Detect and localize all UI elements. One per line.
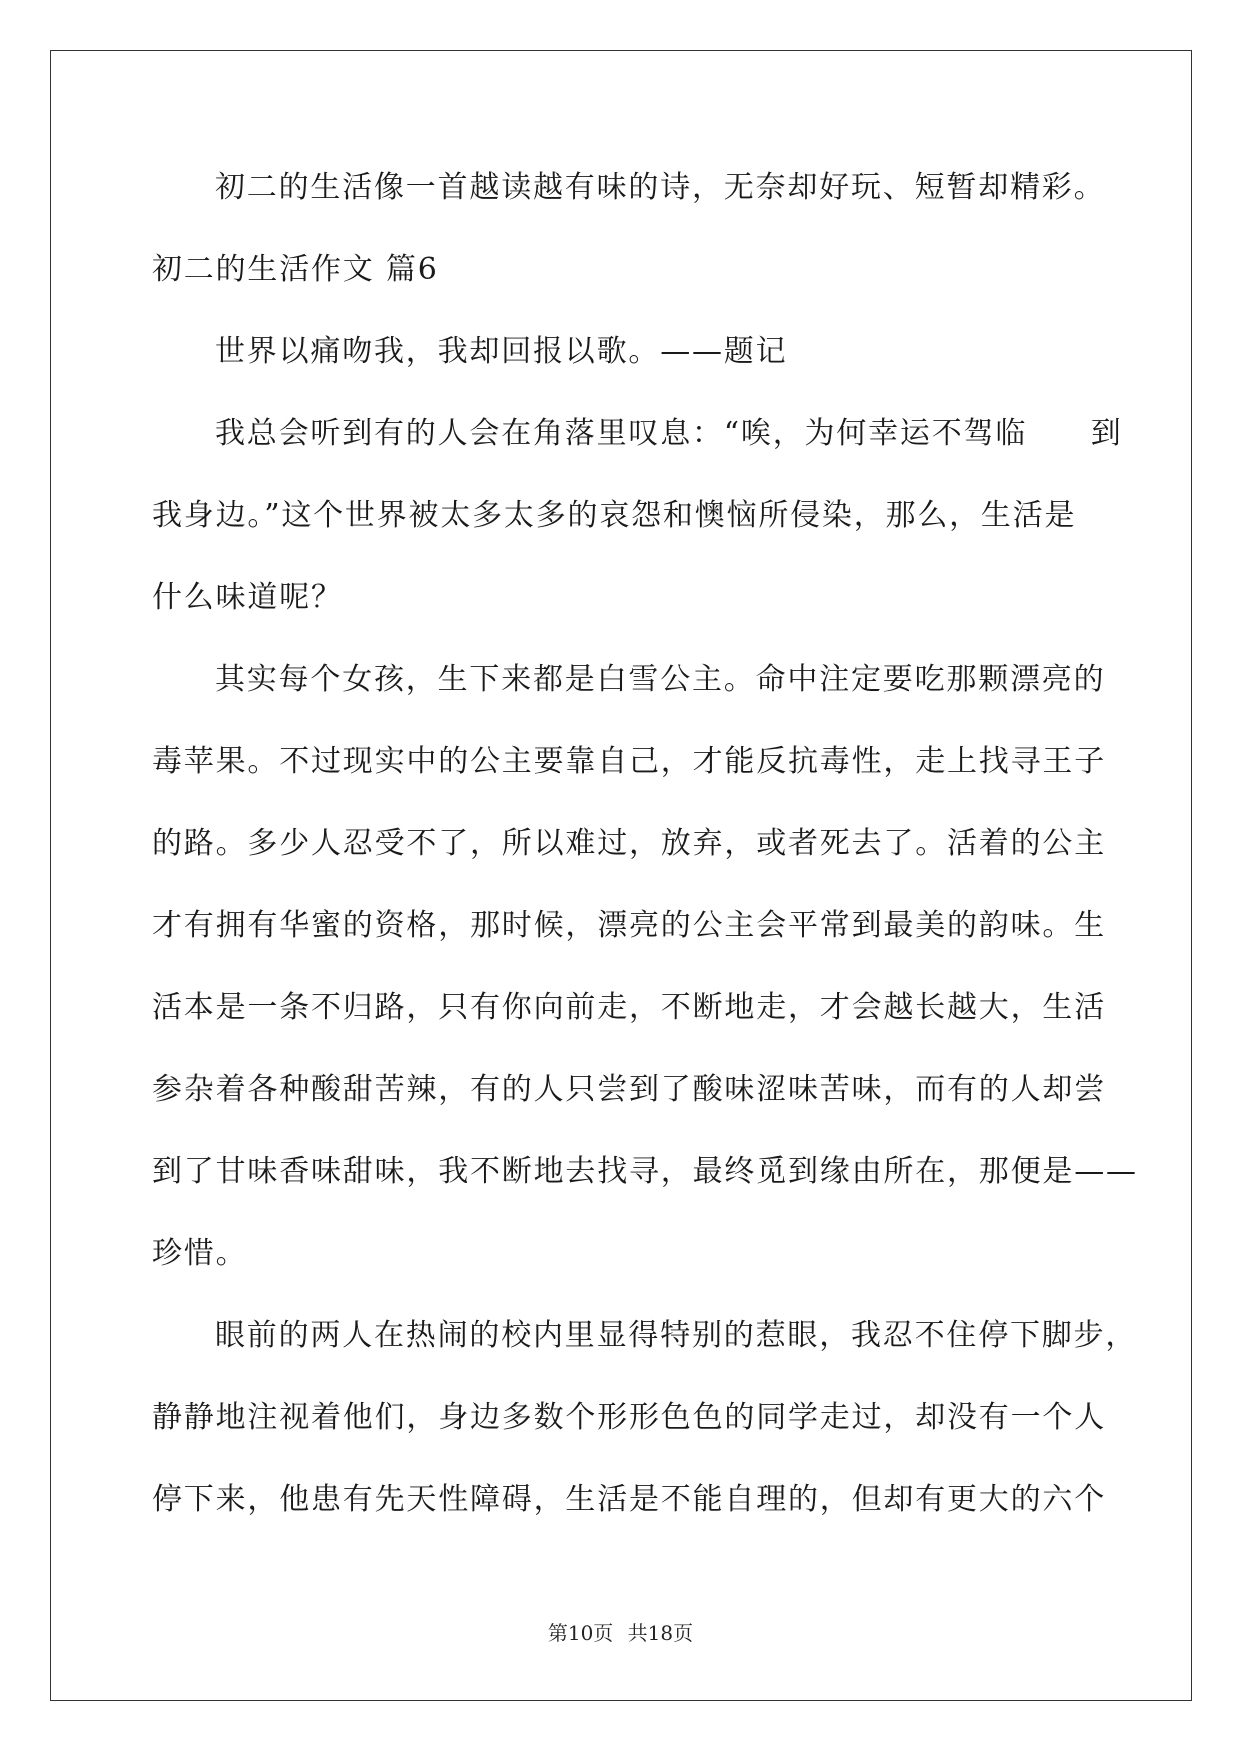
section-heading: 初二的生活作文 篇6 — [152, 252, 439, 287]
paragraph-line: 参杂着各种酸甜苦辣，有的人只尝到了酸味涩味苦味，而有的人却尝 — [152, 1072, 1106, 1107]
paragraph-line: 我总会听到有的人会在角落里叹息：“唉，为何幸运不驾临 到 — [215, 416, 1123, 451]
paragraph-line: 静静地注视着他们，身边多数个形形色色的同学走过，却没有一个人 — [152, 1400, 1106, 1435]
paragraph-line: 世界以痛吻我，我却回报以歌。——题记 — [215, 334, 788, 369]
paragraph-line: 我身边。”这个世界被太多太多的哀怨和懊恼所侵染，那么，生活是 — [152, 498, 1077, 533]
paragraph-line: 毒苹果。不过现实中的公主要靠自己，才能反抗毒性，走上找寻王子 — [152, 744, 1106, 779]
paragraph-line: 停下来，他患有先天性障碍，生活是不能自理的，但却有更大的六个 — [152, 1482, 1106, 1517]
page-footer — [0, 1617, 1241, 1646]
paragraph-line: 活本是一条不归路，只有你向前走，不断地走，才会越长越大，生活 — [152, 990, 1106, 1025]
paragraph-line: 眼前的两人在热闹的校内里显得特别的惹眼，我忍不住停下脚步， — [215, 1318, 1138, 1353]
paragraph-line: 初二的生活像一首越读越有味的诗，无奈却好玩、短暂却精彩。 — [215, 170, 1106, 205]
page-total: 共18页 — [627, 1621, 694, 1645]
page-number: 第10页 — [547, 1621, 614, 1645]
paragraph-line: 珍惜。 — [152, 1236, 248, 1271]
paragraph-line: 才有拥有华蜜的资格，那时候，漂亮的公主会平常到最美的韵味。生 — [152, 908, 1106, 943]
paragraph-line: 什么味道呢？ — [152, 580, 343, 615]
paragraph-line: 的路。多少人忍受不了，所以难过，放弃，或者死去了。活着的公主 — [152, 826, 1106, 861]
paragraph-line: 到了甘味香味甜味，我不断地去找寻，最终觅到缘由所在，那便是—— — [152, 1154, 1138, 1189]
paragraph-line: 其实每个女孩，生下来都是白雪公主。命中注定要吃那颗漂亮的 — [215, 662, 1106, 697]
document-body — [152, 158, 1138, 1552]
